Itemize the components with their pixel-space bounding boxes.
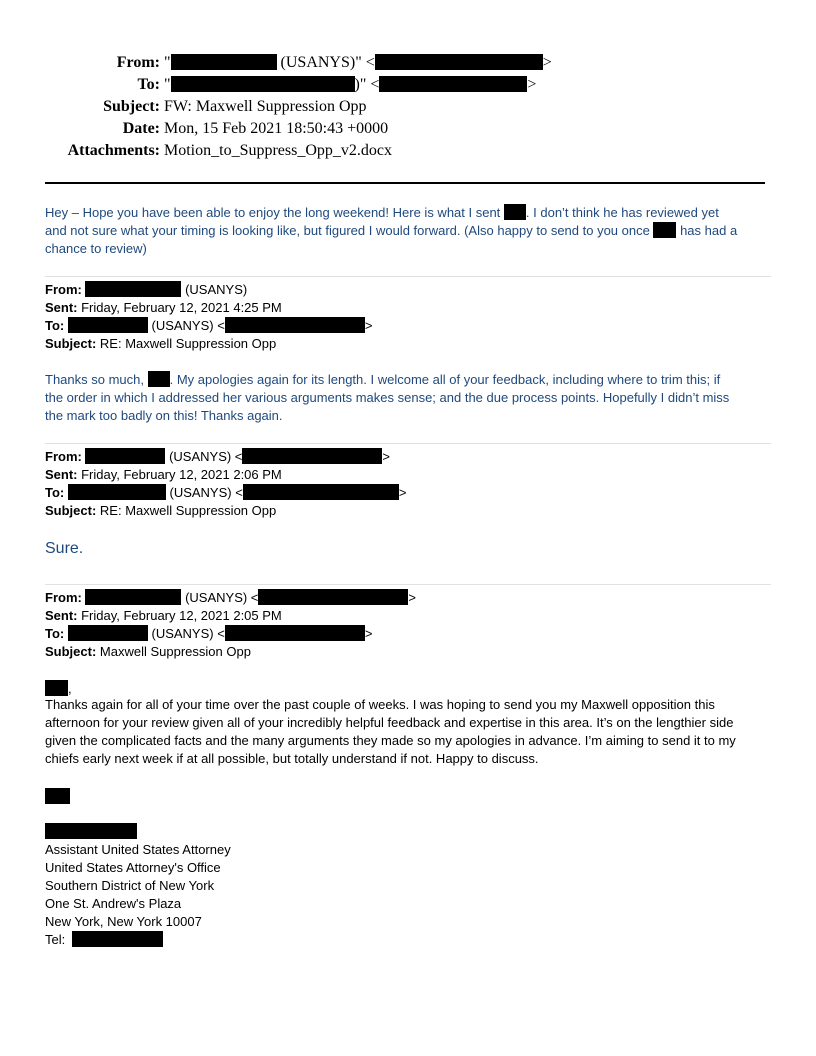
redaction [171, 54, 277, 70]
header-date-row [0, 118, 816, 140]
date-label: Date: [122, 120, 160, 137]
to-value: " )" < > [164, 76, 537, 93]
redaction [653, 222, 676, 238]
redaction [258, 589, 408, 605]
original-body [45, 696, 770, 768]
message-line: Thanks again for all of your time over the past couple of weeks. I was hoping to send you my Maxwell opposition this [45, 697, 715, 712]
message-line: chance to review) [45, 241, 147, 256]
subject-label: Subject: [103, 98, 160, 115]
header-to-row [0, 74, 816, 96]
attachment-link[interactable]: Motion_to_Suppress_Opp_v2.docx [164, 142, 392, 159]
original-header [45, 589, 770, 661]
reply2-from: From: (USANYS) < > [45, 449, 390, 464]
redaction [148, 371, 170, 387]
from-value: " (USANYS)" < > [164, 54, 552, 71]
date-value: Mon, 15 Feb 2021 18:50:43 +0000 [164, 120, 389, 137]
redaction [375, 54, 543, 70]
original-to: To: (USANYS) < > [45, 626, 373, 641]
original-greeting: , [45, 680, 770, 698]
reply1-to: To: (USANYS) < > [45, 318, 373, 333]
message-line: Hey – Hope you have been able to enjoy the long weekend! Here is what I sent . I don’t think he has reviewed yet [45, 205, 719, 220]
header-attachments-row [0, 140, 816, 162]
reply1-subject: Subject: RE: Maxwell Suppression Opp [45, 336, 277, 351]
reply1-body [45, 371, 770, 425]
redaction [68, 317, 148, 333]
redaction [85, 589, 181, 605]
email-header [0, 52, 816, 162]
reply2-header [45, 448, 770, 520]
message-line: chiefs early next week if at all possible, but totally understand if not. Happy to discuss. [45, 751, 539, 766]
message-separator [45, 443, 771, 444]
redaction [504, 204, 526, 220]
redaction [85, 281, 181, 297]
reply2-body: Sure. [45, 540, 84, 557]
signature-office: United States Attorney's Office [45, 860, 221, 875]
reply2-to: To: (USANYS) < > [45, 485, 407, 500]
redaction [225, 317, 365, 333]
original-sent: Sent: Friday, February 12, 2021 2:05 PM [45, 608, 282, 623]
redaction [242, 448, 382, 464]
signature-name [45, 823, 231, 841]
redaction [68, 625, 148, 641]
signature-tel: Tel: [45, 931, 231, 949]
redaction [225, 625, 365, 641]
message-line: Thanks so much, . My apologies again for its length. I welcome all of your feedback, including where to trim this; if [45, 372, 721, 387]
reply1-sent: Sent: Friday, February 12, 2021 4:25 PM [45, 300, 282, 315]
original-subject: Subject: Maxwell Suppression Opp [45, 644, 251, 659]
signature-city: New York, New York 10007 [45, 914, 202, 929]
signature-district: Southern District of New York [45, 878, 215, 893]
redaction [68, 484, 166, 500]
header-divider [45, 182, 765, 184]
reply1-from: From: (USANYS) [45, 282, 248, 297]
redaction [85, 448, 165, 464]
redaction [171, 76, 355, 92]
message-line: the order in which I addressed her various arguments makes sense; and the due process points. Hopefully I didn’t miss [45, 390, 730, 405]
redaction [379, 76, 527, 92]
header-subject-row [0, 96, 816, 118]
reply1-header [45, 281, 770, 353]
message-separator [45, 584, 771, 585]
signature-initials [45, 788, 70, 806]
header-from-row [0, 52, 816, 74]
redaction [45, 788, 70, 804]
signature-title: Assistant United States Attorney [45, 842, 231, 857]
signature-street: One St. Andrew's Plaza [45, 896, 182, 911]
redaction [45, 823, 137, 839]
subject-value: FW: Maxwell Suppression Opp [164, 98, 367, 115]
message-line: given the complicated facts and the many arguments they made so my apologies in advance. I’m aiming to send it to my [45, 733, 736, 748]
original-from: From: (USANYS) < > [45, 590, 416, 605]
message-separator [45, 276, 771, 277]
reply2-sent: Sent: Friday, February 12, 2021 2:06 PM [45, 467, 282, 482]
message-line: and not sure what your timing is looking like, but figured I would forward. (Also happy to send to you once has had a [45, 223, 738, 238]
redaction [72, 931, 163, 947]
message-line: the mark too badly on this! Thanks again. [45, 408, 283, 423]
signature-block [45, 823, 231, 949]
redaction [45, 680, 68, 696]
reply2-subject: Subject: RE: Maxwell Suppression Opp [45, 503, 277, 518]
redaction [243, 484, 399, 500]
message-line: afternoon for your review given all of your incredibly helpful feedback and expertise in this area. It’s on the lengthier side [45, 715, 734, 730]
forward-message-body [45, 204, 770, 258]
from-label: From: [116, 54, 160, 71]
attachments-label: Attachments: [67, 142, 160, 159]
to-label: To: [137, 76, 160, 93]
